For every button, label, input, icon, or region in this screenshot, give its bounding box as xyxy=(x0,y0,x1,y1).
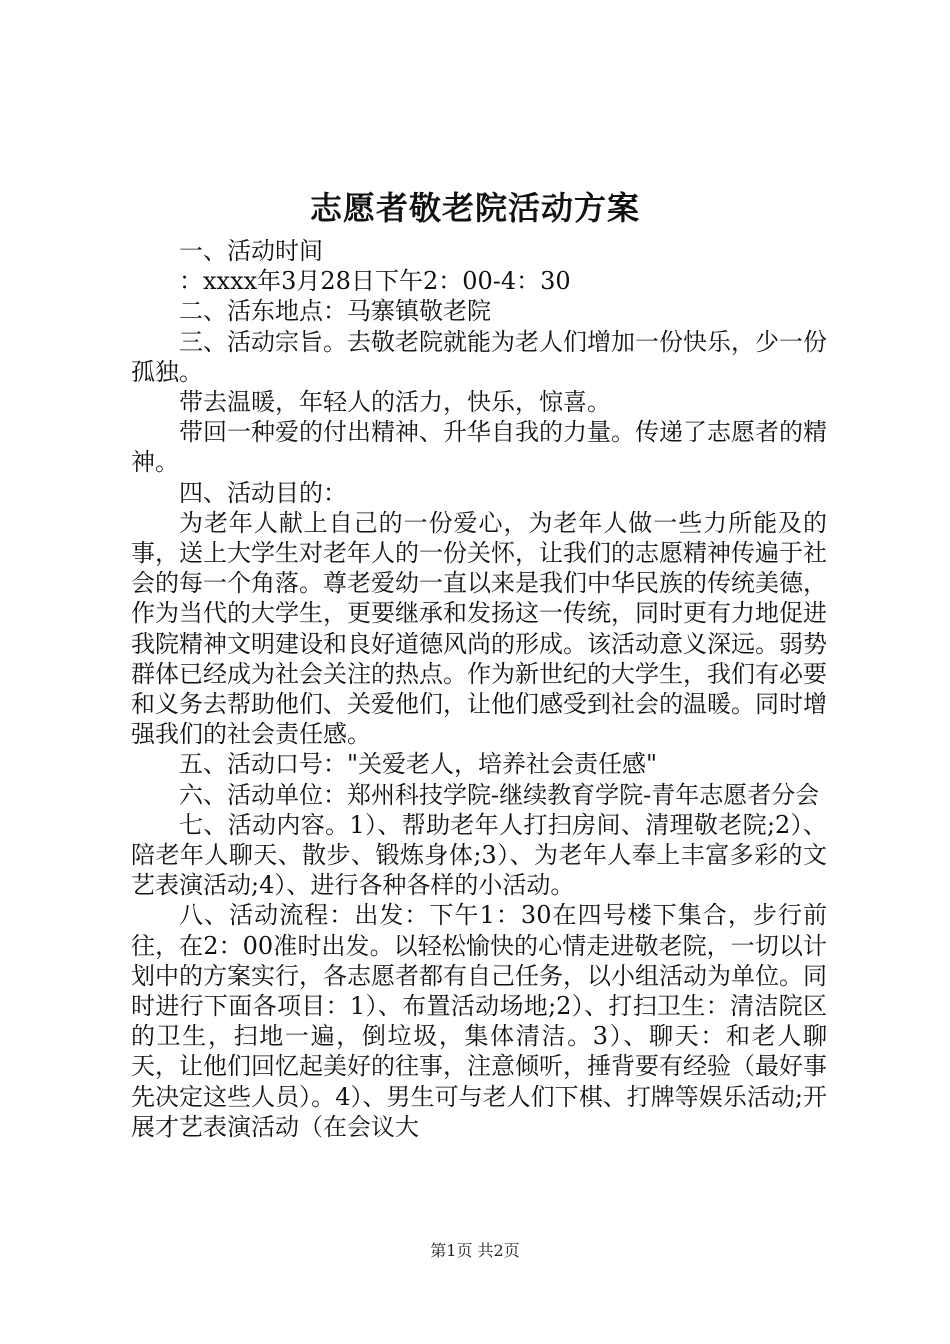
paragraph-bring-warmth: 带去温暖，年轻人的活力，快乐，惊喜。 xyxy=(179,388,611,417)
paragraph-activity-slogan: 五、活动口号："关爱老人，培养社会责任感" xyxy=(179,750,658,779)
paragraph-activity-location: 二、活东地点：马寨镇敬老院 xyxy=(179,297,491,326)
paragraph-activity-time-heading: 一、活动时间 xyxy=(179,237,323,265)
document-title: 志愿者敬老院活动方案 xyxy=(309,189,640,227)
paragraph-activity-purpose: 三、活动宗旨。去敬老院就能为老人们增加一份快乐，少一份孤独。 xyxy=(131,327,827,386)
paragraph-activity-goal: 为老年人献上自己的一份爱心，为老年人做一些力所能及的事，送上大学生对老年人的一份关怀，让我们的志愿精神传遍于社会的每一个角落。尊老爱幼一直以来是我们中华民族的传统美德，作为当代的大学生，更要继承和发扬这一传统，同时更有力地促进我院精神文明建设和良好道德风尚的形成。该活动意义深远。弱势群体已经成为社会关注的热点。作为新世纪的大学生，我们有必要和义务去帮助他们、关爱他们，让他们感受到社会的温暖。同时增强我们的社会责任感。 xyxy=(131,508,827,749)
paragraph-activity-time: ：xxxx年3月28日下午2：00-4：30 xyxy=(179,267,571,296)
paragraph-bring-back-love: 带回一种爱的付出精神、升华自我的力量。传递了志愿者的精神。 xyxy=(131,418,827,477)
paragraph-activity-process: 八、活动流程：出发：下午1：30在四号楼下集合，步行前往，在2：00准时出发。以轻松愉快的心情走进敬老院，一切以计划中的方案实行，各志愿者都有自己任务，以小组活动为单位。同时进行下面各项目：1）、布置活动场地;2）、打扫卫生：清洁院区的卫生，扫地一遍，倒垃圾，集体清洁。3）、聊天：和老人聊天，让他们回忆起美好的往事，注意倾听，捶背要有经验（最好事先决定这些人员）。4）、男生可与老人们下棋、打牌等娱乐活动;开展才艺表演活动（在会议大 xyxy=(131,901,827,1141)
page-number-footer: 第1页 共2页 xyxy=(430,1241,520,1260)
paragraph-activity-goal-heading: 四、活动目的： xyxy=(179,478,347,507)
paragraph-activity-content: 七、活动内容。1）、帮助老年人打扫房间、清理敬老院;2）、陪老年人聊天、散步、锻炼身体;3）、为老年人奉上丰富多彩的文艺表演活动;4）、进行各种各样的小活动。 xyxy=(131,810,827,900)
document-body xyxy=(131,236,827,1142)
paragraph-activity-organizer: 六、活动单位：郑州科技学院-继续教育学院-青年志愿者分会 xyxy=(179,780,820,809)
